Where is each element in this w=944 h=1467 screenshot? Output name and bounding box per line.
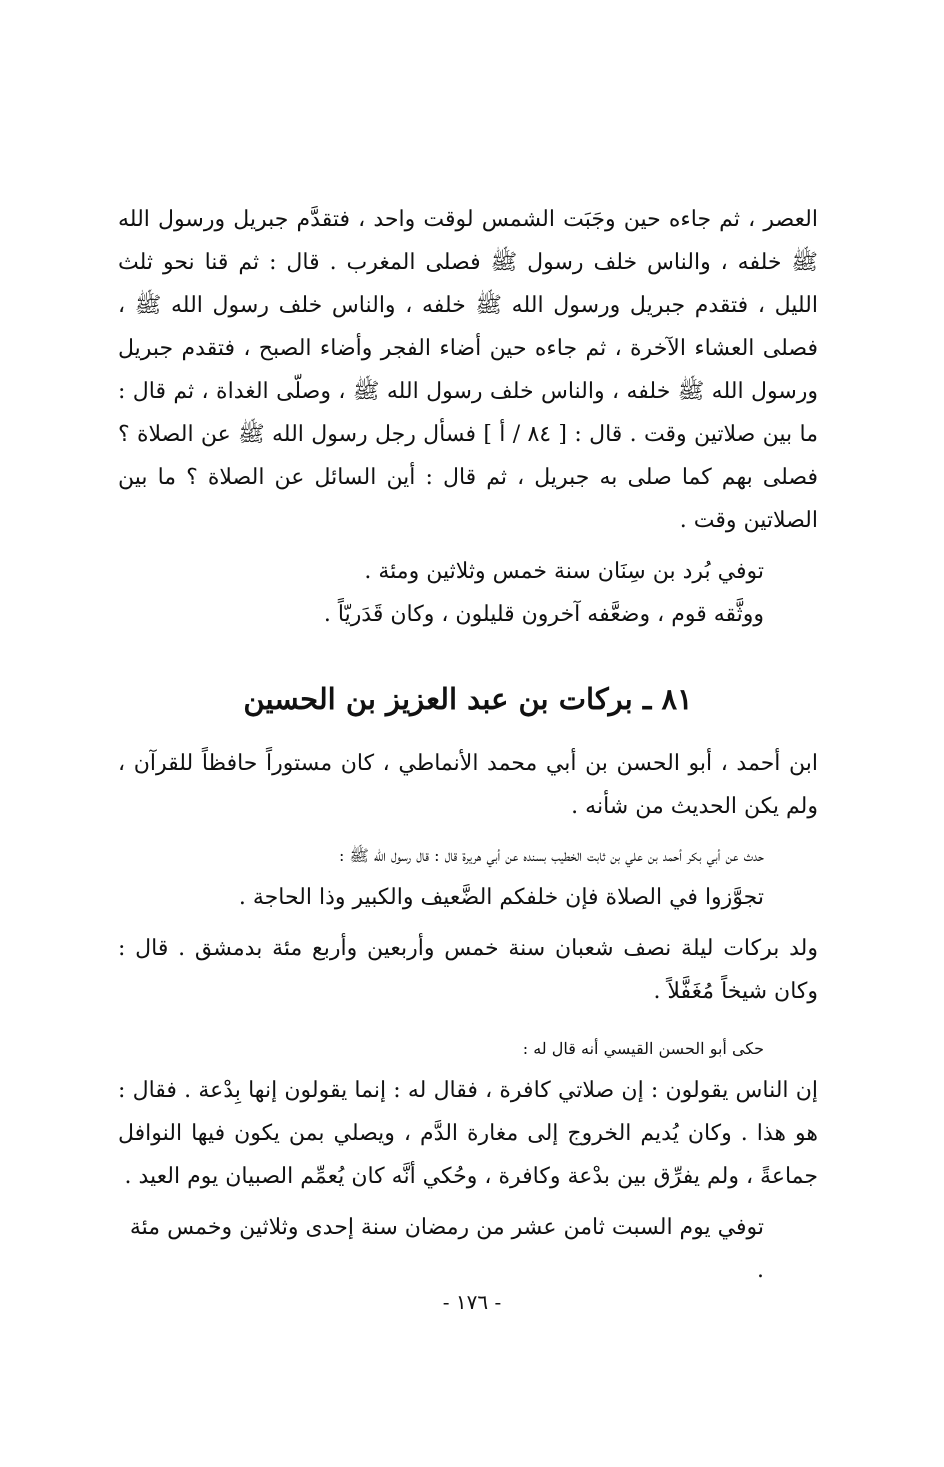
story-paragraph: إن الناس يقولون : إن صلاتي كافرة ، فقال له : إنما يقولون إنها بِدْعة . فقال : هو هذا . وكان يُديم الخروج إلى مغارة الدَّم ، ويصلي بمن يكون فيها النوافل جماعةً ، ولم يفرِّق بين بدْعة وكافرة ، وحُكي أنَّه كان يُعمِّم الصبيان يوم العيد . <box>118 1078 818 1189</box>
page-number: - ١٧٦ - <box>442 1290 502 1314</box>
top-paragraph: العصر ، ثم جاءه حين وجَبَت الشمس لوقت واحد ، فتقدَّم جبريل ورسول الله ﷺ خلفه ، والناس خلف رسول ﷺ فصلى المغرب . قال : ثم قنا نحو ثلث الليل ، فتقدم جبريل ورسول الله ﷺ خلفه ، والناس خلف رسول الله ﷺ ، فصلى العشاء الآخرة ، ثم جاءه حين أضاء الفجر وأضاء الصبح ، فتقدم جبريل ورسول الله ﷺ خلفه ، والناس خلف رسول الله ﷺ ، وصلّى الغداة ، ثم قال : ما بين صلاتين وقت . قال : [ ٨٤ / أ ] فسأل رجل رسول الله ﷺ عن الصلاة ؟ فصلى بهم كما صلى به جبريل ، ثم قال : أين السائل عن الصلاة ؟ ما بين الصلاتين وقت . <box>118 207 818 533</box>
page-content <box>118 198 818 1292</box>
tawthiq-note: ووثَّقه قوم ، وضعَّفه آخرون قليلون ، وكان قَدَريّاً . <box>323 602 764 627</box>
death-note-barakat: توفي يوم السبت ثامن عشر من رمضان سنة إحدى وثلاثين وخمس مئة . <box>129 1215 764 1283</box>
biography-heading: ٨١ ـ بركات بن عبد العزيز بن الحسين <box>243 682 693 716</box>
hadith-chain: حدث عن أبي بكر أحمد بن علي بن ثابت الخطيب بسنده عن أبي هريرة قال : قال رسول الله ﷺ : <box>339 846 764 865</box>
bio-paragraph: ابن أحمد ، أبو الحسن بن أبي محمد الأنماطي ، كان مستوراً حافظاً للقرآن ، ولم يكن الحديث من شأنه . <box>118 751 818 819</box>
death-note-burd: توفي بُرد بن سِنَان سنة خمس وثلاثين ومئة . <box>364 559 764 584</box>
story-intro: حكى أبو الحسن القيسي أنه قال له : <box>522 1039 764 1058</box>
birth-paragraph: ولد بركات ليلة نصف شعبان سنة خمس وأربعين وأربع مئة بدمشق . قال : وكان شيخاً مُغَفَّلاً . <box>118 936 818 1004</box>
hadith-text: تجوَّزوا في الصلاة فإن خلفكم الضَّعيف والكبير وذا الحاجة . <box>238 885 764 910</box>
